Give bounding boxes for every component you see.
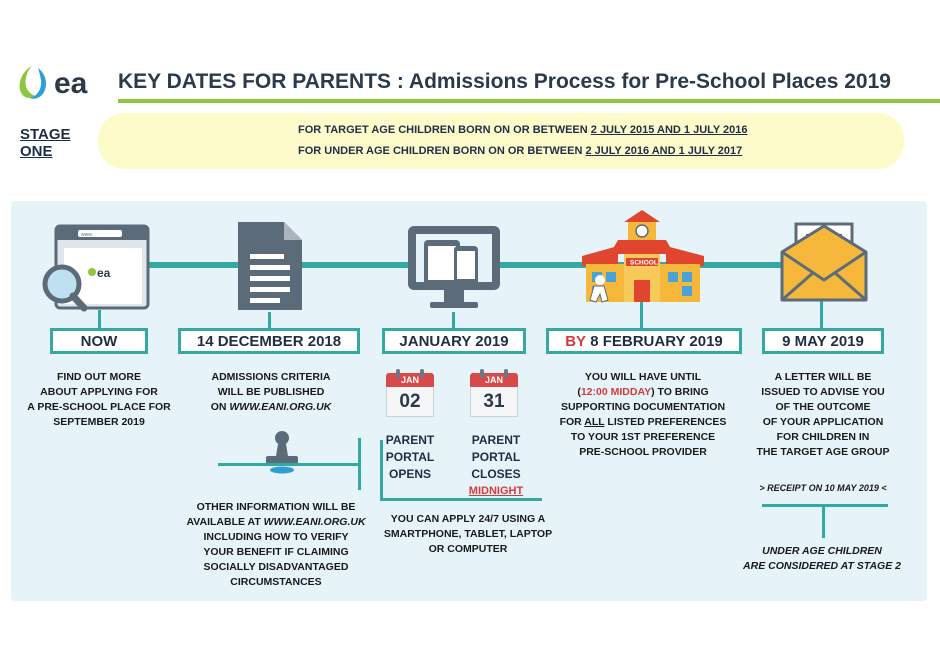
school-icon [578, 206, 708, 311]
browser-url: www. [81, 232, 93, 238]
now-description [22, 370, 176, 430]
now-desc-line: ABOUT APPLYING FOR [40, 386, 158, 398]
other-info-available: AVAILABLE AT [186, 516, 264, 528]
page-title [118, 70, 891, 94]
portal-closes-label [456, 432, 536, 500]
february-desc-line: PRE-SCHOOL PROVIDER [579, 446, 707, 458]
date-now-label: NOW [80, 332, 118, 350]
devices-icon [404, 220, 504, 317]
february-desc-line [540, 415, 746, 430]
calendar-month: JAN [386, 373, 434, 387]
stage-row2-dates: 2 JULY 2016 AND 1 JULY 2017 [585, 145, 743, 157]
other-info-website: WWW.EANI.ORG.UK [263, 516, 366, 528]
under-age-line: ARE CONSIDERED AT STAGE 2 [743, 560, 901, 572]
title-rest: Admissions Process for Pre-School Places 2019 [408, 70, 891, 93]
february-desc-line: TO YOUR 1ST PREFERENCE [570, 431, 716, 443]
browser-logo-text: ea [97, 266, 111, 280]
stage-label-line1: STAGE [20, 126, 71, 143]
february-desc-line: YOU WILL HAVE UNTIL [584, 371, 702, 383]
stage-row2-for: FOR [298, 145, 322, 157]
envelope-icon [778, 222, 870, 309]
december-desc-line [186, 400, 356, 415]
other-info-line: YOUR BENEFIT IF CLAIMING [203, 546, 349, 558]
stage-row-target [298, 124, 748, 136]
date-january [382, 328, 526, 354]
now-desc-line: A PRE-SCHOOL PLACE FOR [27, 401, 171, 413]
calendar-icon [470, 367, 518, 419]
january-desc-line: YOU CAN APPLY 24/7 USING A [390, 513, 546, 525]
february-paren-close: ) TO BRING [651, 386, 709, 398]
portal-opens-line: OPENS [388, 467, 431, 481]
calendar-month: JAN [470, 373, 518, 387]
date-now [50, 328, 148, 354]
february-paren-open: ( [577, 386, 581, 398]
portal-opens-line: PORTAL [385, 450, 435, 464]
date-december [178, 328, 360, 354]
bracket-line [822, 504, 825, 538]
calendar-day: 31 [470, 387, 518, 417]
now-desc-line: SEPTEMBER 2019 [53, 416, 145, 428]
may-desc-line: THE TARGET AGE GROUP [756, 446, 890, 458]
february-midday: 12:00 MIDDAY [580, 386, 652, 398]
stamp-icon [262, 430, 302, 481]
may-desc-line: OF YOUR APPLICATION [762, 416, 884, 428]
bracket-line [358, 438, 361, 490]
other-info-line: CIRCUMSTANCES [230, 576, 322, 588]
stage-row2-group: UNDER AGE CHILDREN [324, 145, 450, 157]
date-february [546, 328, 742, 354]
portal-opens-line: PARENT [385, 433, 435, 447]
midnight-label: MIDNIGHT [468, 485, 524, 497]
stage-row1-dates: 2 JULY 2015 AND 1 JULY 2016 [590, 124, 748, 136]
under-age-line: UNDER AGE CHILDREN [762, 545, 882, 557]
stage-row-under [298, 145, 742, 157]
stage-row2-born: BORN ON OR BETWEEN [452, 145, 583, 157]
date-may [762, 328, 884, 354]
school-sign: SCHOOL [630, 259, 658, 267]
title-rule [118, 99, 940, 103]
stage-box [98, 113, 904, 169]
february-description [540, 370, 746, 460]
stage-row1-for: FOR [298, 124, 322, 136]
other-info-description [178, 500, 374, 590]
receipt-note [726, 481, 920, 496]
bracket-line [762, 504, 888, 507]
stage-label [20, 126, 71, 160]
document-icon [236, 220, 304, 317]
stage-row1-born: BORN ON OR BETWEEN [458, 124, 588, 136]
other-info-line: INCLUDING HOW TO VERIFY [203, 531, 349, 543]
other-info-line [178, 515, 374, 530]
date-february-label: 8 FEBRUARY 2019 [590, 332, 723, 350]
january-description [368, 512, 568, 557]
portal-closes-line: PARENT [471, 433, 521, 447]
other-info-line: SOCIALLY DISADVANTAGED [203, 561, 349, 573]
portal-closes-line: CLOSES [471, 467, 521, 481]
may-desc-line: OF THE OUTCOME [775, 401, 871, 413]
february-preferences: LISTED PREFERENCES [604, 416, 727, 428]
may-desc-line: ISSUED TO ADVISE YOU [761, 386, 885, 398]
may-description [736, 370, 910, 460]
february-desc-line [540, 385, 746, 400]
calendar-icon [386, 367, 434, 419]
browser-icon [40, 222, 152, 319]
portal-closes-line: PORTAL [471, 450, 521, 464]
may-desc-line: A LETTER WILL BE [774, 371, 872, 383]
stage-row1-group: TARGET AGE CHILDREN [324, 124, 456, 136]
may-desc-line: FOR CHILDREN IN [776, 431, 870, 443]
calendar-day: 02 [386, 387, 434, 417]
stage-label-line2: ONE [20, 143, 53, 160]
january-desc-line: OR COMPUTER [428, 543, 508, 555]
february-all: ALL [584, 416, 605, 428]
now-desc-line: FIND OUT MORE [57, 371, 141, 383]
bracket-line [218, 463, 360, 466]
bracket-line [380, 498, 542, 501]
receipt-text: > RECEIPT ON 10 MAY 2019 < [759, 483, 887, 493]
date-december-label: 14 DECEMBER 2018 [196, 332, 342, 350]
february-desc-line: SUPPORTING DOCUMENTATION [560, 401, 726, 413]
date-february-by: BY [565, 332, 587, 350]
december-desc-on: ON [210, 401, 230, 413]
other-info-line: OTHER INFORMATION WILL BE [196, 501, 356, 513]
december-desc-line: ADMISSIONS CRITERIA [211, 371, 331, 383]
portal-opens-label [374, 432, 446, 483]
ea-logo [14, 60, 114, 104]
bracket-line [380, 440, 383, 500]
january-desc-line: SMARTPHONE, TABLET, LAPTOP [383, 528, 553, 540]
title-prefix: KEY DATES FOR PARENTS : [118, 70, 404, 93]
february-for: FOR [559, 416, 585, 428]
date-may-label: 9 MAY 2019 [782, 332, 864, 350]
date-january-label: JANUARY 2019 [399, 332, 509, 350]
december-desc-line: WILL BE PUBLISHED [217, 386, 325, 398]
december-description [186, 370, 356, 415]
december-website: WWW.EANI.ORG.UK [229, 401, 332, 413]
under-age-note [716, 544, 928, 574]
logo-text: ea [54, 67, 88, 100]
